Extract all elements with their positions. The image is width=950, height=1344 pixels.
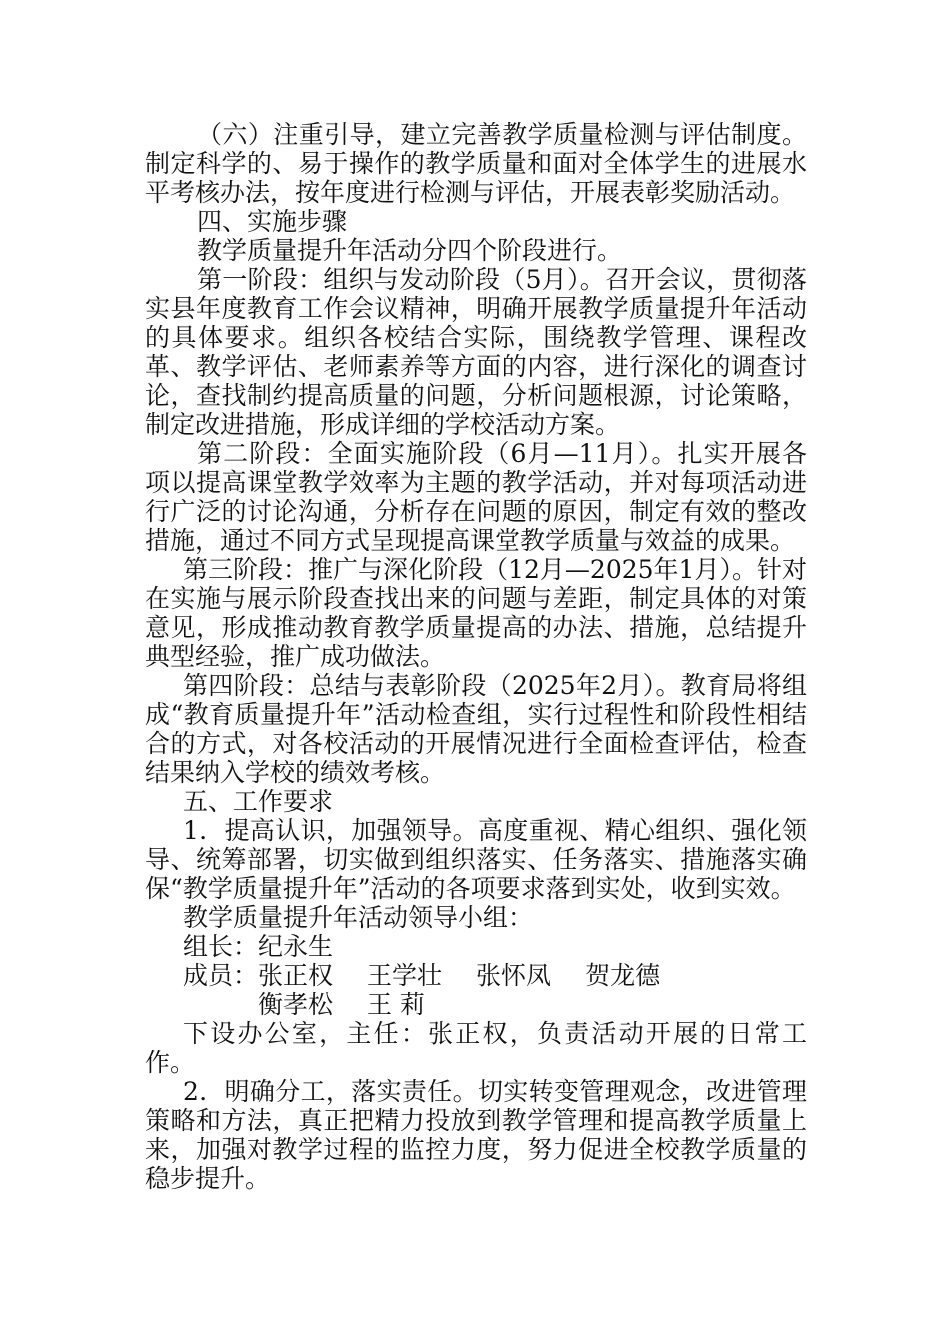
paragraph-stage-three: 第三阶段：推广与深化阶段（12月—2025年1月）。针对在实施与展示阶段查找出来的问题与差距，制定具体的对策意见，形成推动教育教学质量提高的办法、措施，总结提升典型经验，推广成功做法。 — [145, 555, 807, 671]
paragraph-stages-intro: 教学质量提升年活动分四个阶段进行。 — [197, 236, 623, 265]
member-name: 衡孝松 — [258, 990, 334, 1019]
paragraph-group-leader: 组长：纪永生 — [183, 932, 334, 961]
members-line — [145, 961, 807, 1019]
paragraph-stage-four: 第四阶段：总结与表彰阶段（2025年2月）。教育局将组成“教育质量提升年”活动检查组，实行过程性和阶段性相结合的方式，对各校活动的开展情况进行全面检查评估，检查结果纳入学校的绩效考核。 — [145, 671, 807, 787]
paragraph-requirement-two: 2．明确分工，落实责任。切实转变管理观念，改进管理策略和方法，真正把精力投放到教学管理和提高教学质量上来，加强对教学过程的监控力度，努力促进全校教学质量的稳步提升。 — [145, 1077, 807, 1193]
paragraph-leadership-group: 教学质量提升年活动领导小组： — [183, 903, 534, 932]
member-name: 贺龙德 — [585, 961, 661, 990]
member-name: 王 莉 — [367, 990, 425, 1019]
members-label: 成员： — [183, 961, 259, 990]
member-name: 王学壮 — [367, 961, 443, 990]
document-page — [145, 120, 807, 1193]
paragraph-stage-one: 第一阶段：组织与发动阶段（5月）。召开会议，贯彻落实县年度教育工作会议精神，明确开展教学质量提升年活动的具体要求。组织各校结合实际，围绕教学管理、课程改革、教学评估、老师素养等方面的内容，进行深化的调查讨论，查找制约提高质量的问题，分析问题根源，讨论策略，制定改进措施，形成详细的学校活动方案。 — [145, 265, 807, 439]
paragraph-requirement-one: 1．提高认识，加强领导。高度重视、精心组织、强化领导、统筹部署，切实做到组织落实、任务落实、措施落实确保“教学质量提升年”活动的各项要求落到实处，收到实效。 — [145, 816, 807, 903]
section-heading-requirements: 五、工作要求 — [183, 787, 334, 816]
paragraph-office: 下设办公室，主任：张正权，负责活动开展的日常工作。 — [145, 1019, 807, 1077]
member-name: 张怀凤 — [476, 961, 552, 990]
paragraph-stage-two: 第二阶段：全面实施阶段（6月—11月）。扎实开展各项以提高课堂教学效率为主题的教学活动，并对每项活动进行广泛的讨论沟通，分析存在问题的原因，制定有效的整改措施，通过不同方式呈现提高课堂教学质量与效益的成果。 — [145, 439, 807, 555]
section-heading-steps: 四、实施步骤 — [197, 207, 348, 236]
member-name: 张正权 — [258, 961, 334, 990]
members-names — [258, 961, 807, 1019]
paragraph-guidance: （六）注重引导，建立完善教学质量检测与评估制度。制定科学的、易于操作的教学质量和面对全体学生的进展水平考核办法，按年度进行检测与评估，开展表彰奖励活动。 — [145, 120, 807, 207]
